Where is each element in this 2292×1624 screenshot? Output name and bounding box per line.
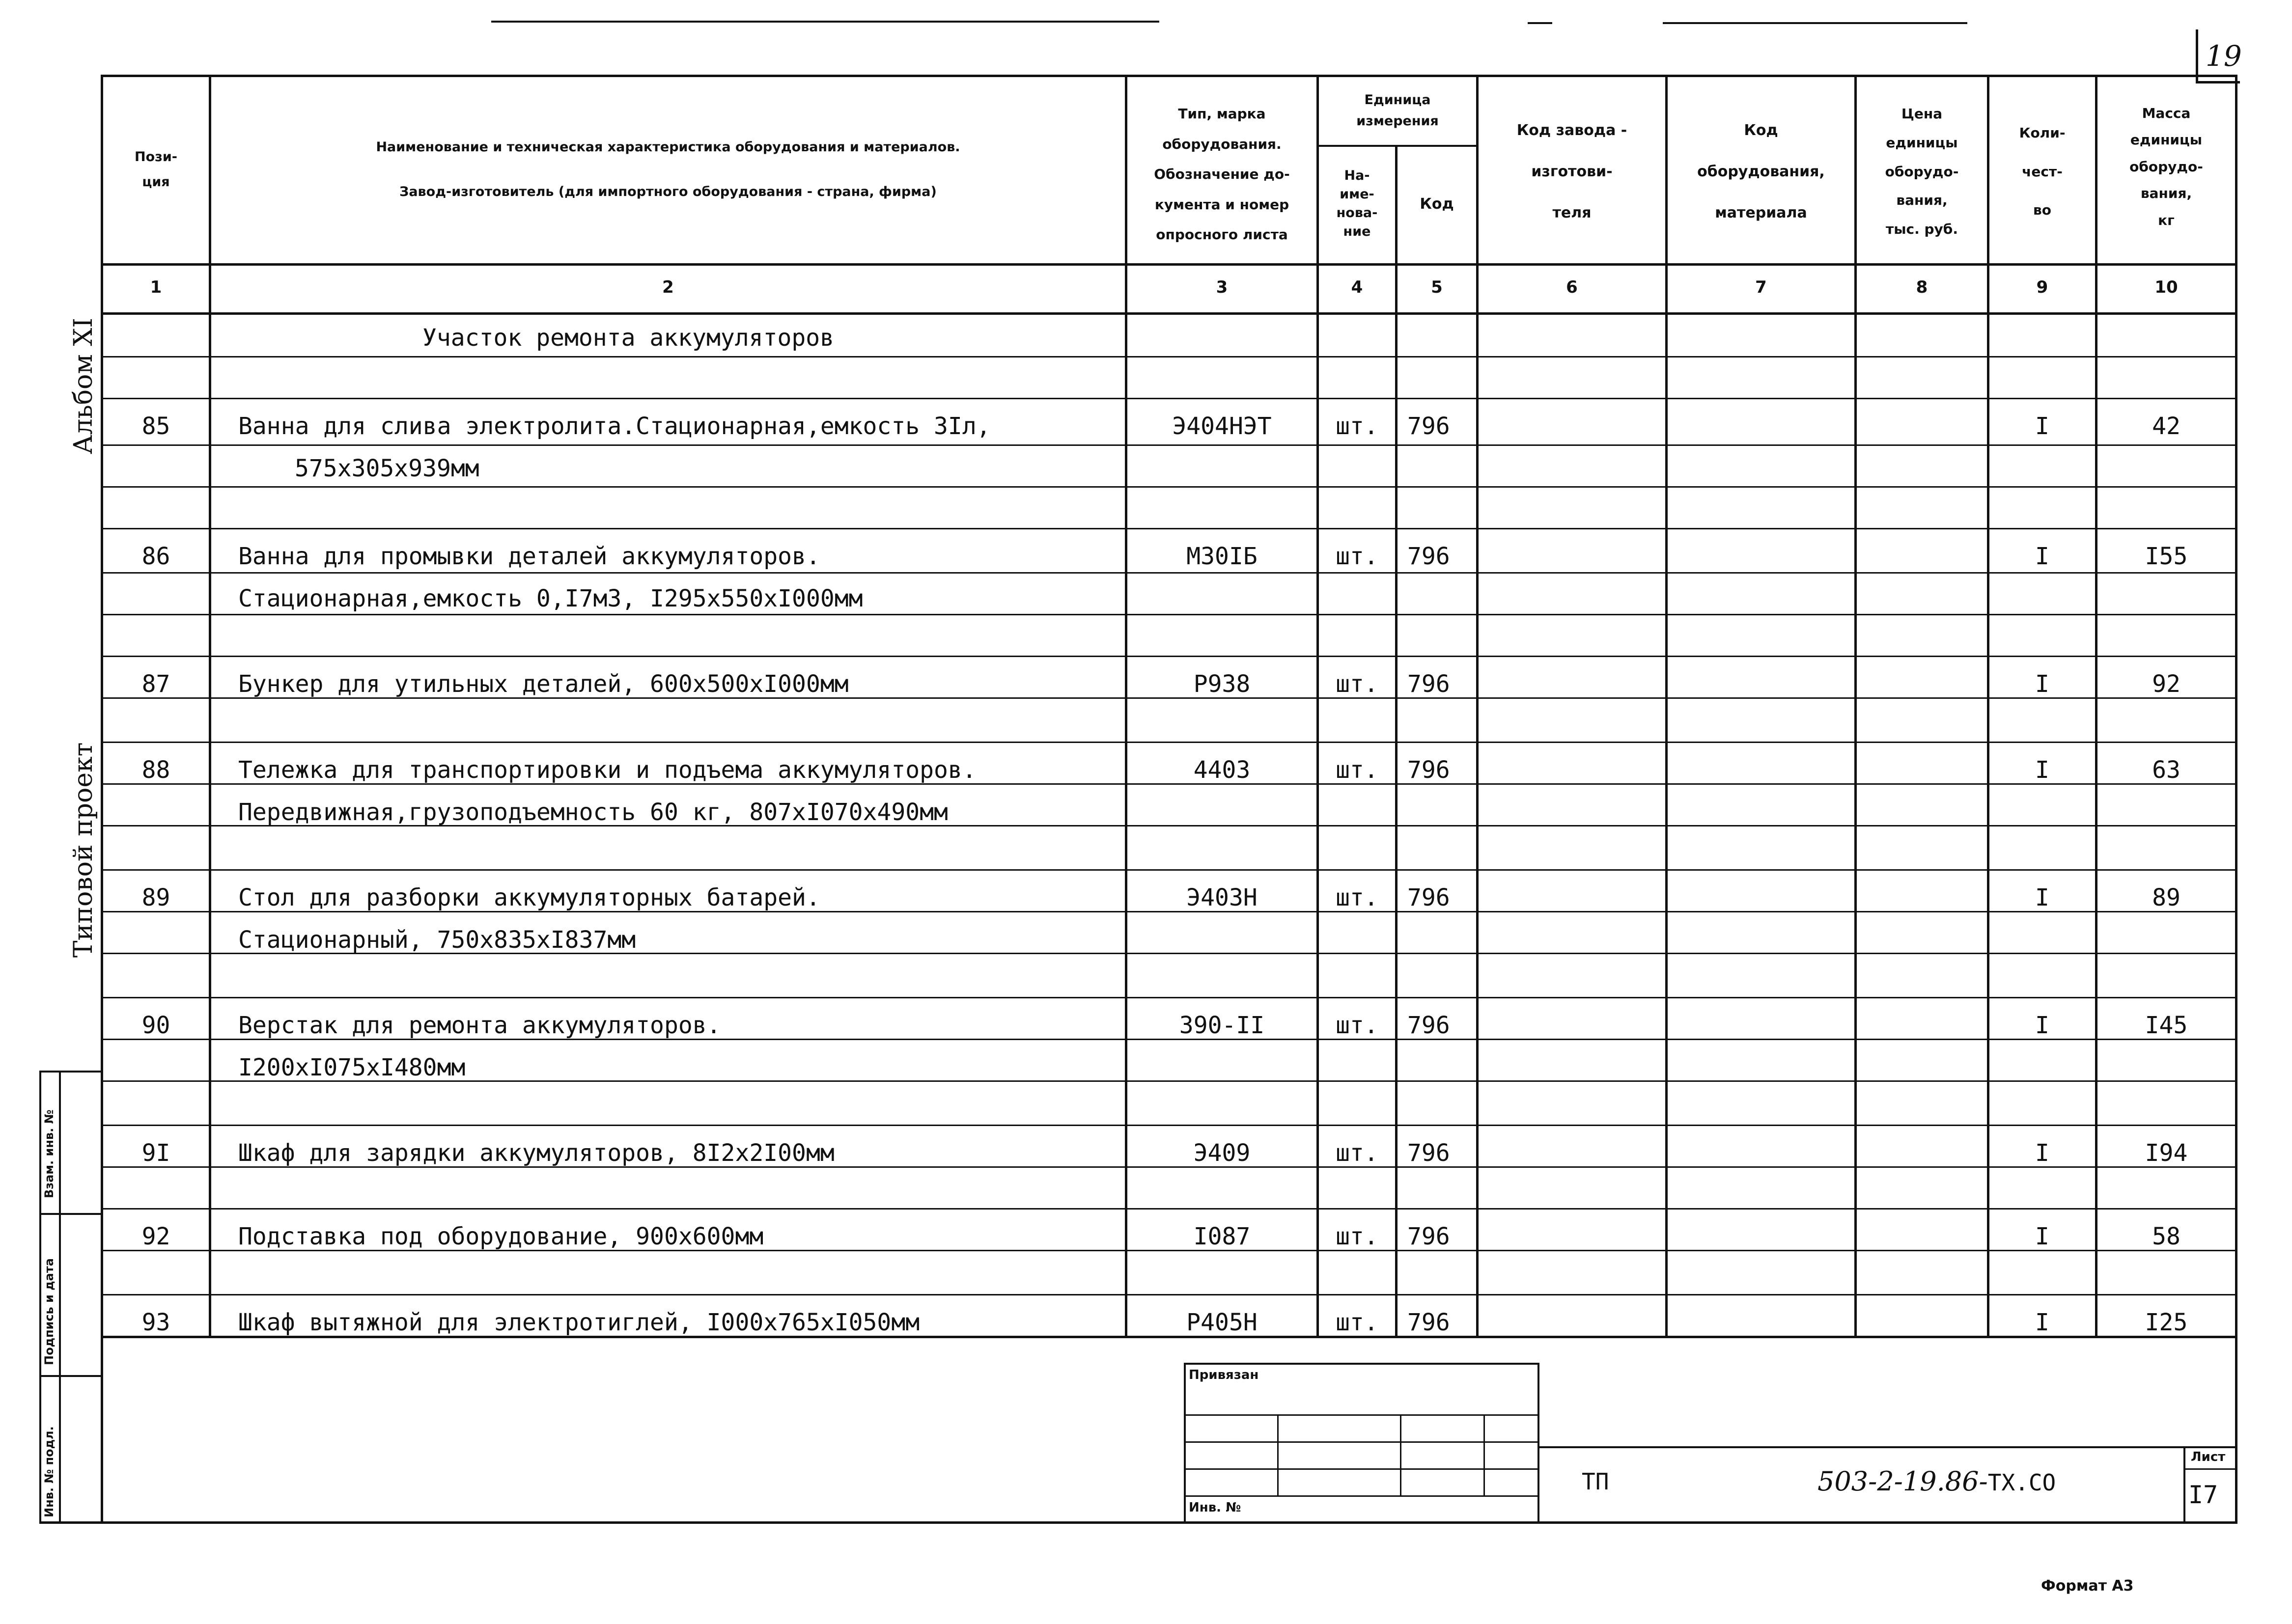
item-quantity: I (2035, 1223, 2049, 1250)
item-name-line1: Тележка для транспортировки и подъема аккумуляторов. (238, 756, 977, 784)
sheet-number: I7 (2188, 1481, 2218, 1509)
page-number: 19 (2206, 39, 2242, 73)
item-type: М30IБ (1186, 543, 1258, 570)
section-title: Участок ремонта аккумуляторов (422, 324, 835, 352)
item-type: Э404НЭТ (1172, 413, 1272, 440)
item-quantity: I (2035, 1139, 2049, 1167)
item-unit: шт. (1336, 543, 1378, 570)
item-name-line2: I200хI075хI480мм (238, 1054, 466, 1081)
item-quantity: I (2035, 1309, 2049, 1336)
item-name-line1: Шкаф для зарядки аккумуляторов, 8I2х2I00мм (238, 1139, 835, 1167)
item-type: Р405Н (1186, 1309, 1258, 1336)
stamp-podpis: Подпись и дата (42, 1258, 56, 1365)
stamp-inv-podl: Инв. № подл. (42, 1426, 56, 1517)
item-unit: шт. (1336, 1223, 1378, 1250)
sheet-label: Лист (2191, 1450, 2226, 1464)
item-unit: шт. (1336, 670, 1378, 698)
item-quantity: I (2035, 884, 2049, 911)
stamp-vzam: Взам. инв. № (42, 1109, 56, 1198)
doc-code (1817, 1466, 2056, 1497)
item-quantity: I (2035, 413, 2049, 440)
item-name-line1: Стол для разборки аккумуляторных батарей. (238, 884, 820, 911)
item-name-line1: Шкаф вытяжной для электротиглей, I000х765хI050мм (238, 1309, 920, 1336)
item-name-line1: Подставка под оборудование, 900х600мм (238, 1223, 764, 1250)
item-quantity: I (2035, 756, 2049, 784)
item-mass: 63 (2152, 756, 2180, 784)
header-equipment-code: Код оборудования, материала (1697, 122, 1825, 221)
item-type: I087 (1193, 1223, 1251, 1250)
item-quantity: I (2035, 543, 2049, 570)
item-name-line1: Ванна для промывки деталей аккумуляторов. (238, 543, 820, 570)
item-unit-code: 796 (1407, 1139, 1450, 1167)
item-type: Р938 (1193, 670, 1251, 698)
item-mass: 42 (2152, 413, 2180, 440)
item-name-line2: Передвижная,грузоподъемность 60 кг, 807хI070х490мм (238, 798, 948, 826)
column-number: 8 (1916, 277, 1928, 297)
header-unit-group: Единица измерения (1356, 92, 1439, 129)
column-number: 9 (2036, 277, 2048, 297)
header-position: Пози- ция (135, 149, 177, 190)
header-type: Тип, марка оборудования. Обозначение до- кумента и номер опросного листа (1154, 106, 1290, 243)
item-unit: шт. (1336, 756, 1378, 784)
column-number: 3 (1216, 277, 1228, 297)
column-number: 5 (1431, 277, 1443, 297)
album-label: Альбом XI (69, 318, 98, 454)
item-type: 4403 (1193, 756, 1251, 784)
item-unit-code: 796 (1407, 756, 1450, 784)
privyazan-label: Привязан (1189, 1368, 1259, 1382)
item-unit-code: 796 (1407, 413, 1450, 440)
item-position: 92 (141, 1223, 170, 1250)
item-type: 390-II (1179, 1012, 1265, 1039)
header-unit-name: На- имe- нова- ние (1336, 168, 1378, 239)
format-label: Формат А3 (2041, 1577, 2134, 1595)
item-mass: 58 (2152, 1223, 2180, 1250)
item-unit-code: 796 (1407, 670, 1450, 698)
item-mass: 92 (2152, 670, 2180, 698)
item-unit: шт. (1336, 884, 1378, 911)
doc-code-suffix: ТХ.СО (1987, 1469, 2056, 1496)
item-mass: I45 (2145, 1012, 2188, 1039)
doc-code-main: 503-2-19.86- (1817, 1466, 1988, 1497)
item-quantity: I (2035, 670, 2049, 698)
item-position: 86 (141, 543, 170, 570)
item-name-line2: Стационарная,емкость 0,I7м3, I295х550хI000мм (238, 585, 863, 612)
header-factory-code: Код завода - изготови- теля (1516, 122, 1627, 221)
item-quantity: I (2035, 1012, 2049, 1039)
doc-type: ТП (1582, 1468, 1609, 1495)
item-mass: 89 (2152, 884, 2180, 911)
item-unit: шт. (1336, 1309, 1378, 1336)
item-unit: шт. (1336, 1139, 1378, 1167)
item-position: 85 (141, 413, 170, 440)
item-name-line1: Верстак для ремонта аккумуляторов. (238, 1012, 721, 1039)
item-unit: шт. (1336, 1012, 1378, 1039)
inv-no-label: Инв. № (1189, 1500, 1241, 1515)
header-unit-code: Код (1420, 195, 1454, 213)
item-position: 89 (141, 884, 170, 911)
item-mass: I55 (2145, 543, 2188, 570)
column-number: 4 (1351, 277, 1363, 297)
column-number: 2 (662, 277, 674, 297)
header-quantity: Коли- чест- во (2019, 125, 2066, 219)
item-unit: шт. (1336, 413, 1378, 440)
item-unit-code: 796 (1407, 884, 1450, 911)
item-position: 88 (141, 756, 170, 784)
project-label: Типовой проект (69, 742, 98, 958)
header-price: Цена единицы оборудо- вания, тыс. руб. (1885, 106, 1959, 238)
item-position: 93 (141, 1309, 170, 1336)
item-name-line1: Бункер для утильных деталей, 600х500хI000мм (238, 670, 849, 698)
item-unit-code: 796 (1407, 543, 1450, 570)
item-mass: I94 (2145, 1139, 2188, 1167)
header-mass: Масса единицы оборудо- вания, кг (2129, 105, 2203, 228)
item-unit-code: 796 (1407, 1012, 1450, 1039)
item-type: Э403Н (1186, 884, 1258, 911)
column-number: 1 (150, 277, 162, 297)
item-unit-code: 796 (1407, 1223, 1450, 1250)
item-type: Э409 (1193, 1139, 1251, 1167)
header-name: Наименование и техническая характеристика оборудования и материалов. Завод-изготовитель (для импортного оборудования - страна, фирма) (376, 139, 960, 199)
item-name-line2: Стационарный, 750х835хI837мм (238, 926, 636, 954)
column-number: 7 (1755, 277, 1767, 297)
item-position: 87 (141, 670, 170, 698)
item-position: 9I (141, 1139, 170, 1167)
item-position: 90 (141, 1012, 170, 1039)
item-unit-code: 796 (1407, 1309, 1450, 1336)
item-mass: I25 (2145, 1309, 2188, 1336)
item-name-line2: 575х305х939мм (295, 455, 479, 482)
item-name-line1: Ванна для слива электролита.Стационарная,емкость 3Iл, (238, 413, 991, 440)
column-number: 6 (1566, 277, 1578, 297)
column-number: 10 (2154, 277, 2178, 297)
